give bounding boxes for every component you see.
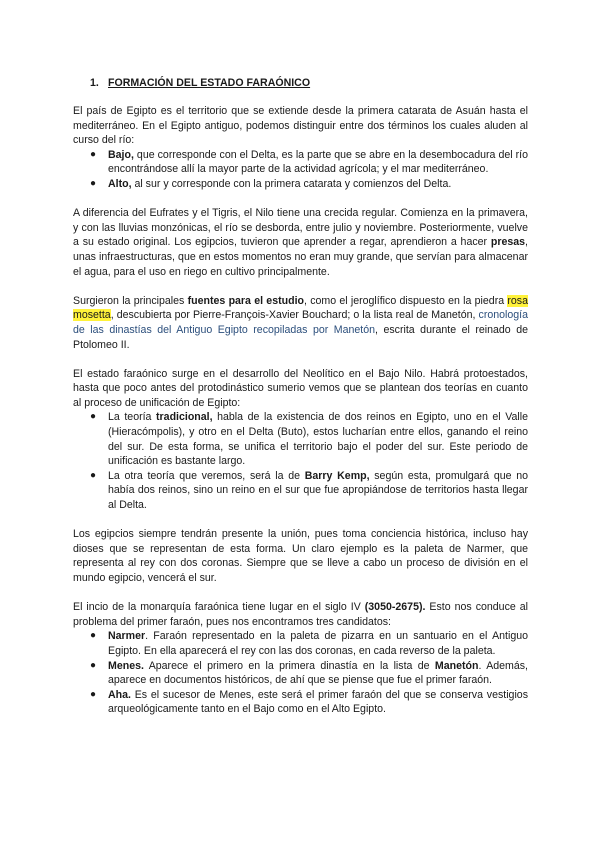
text-run: , unas infraestructuras, que en estos momentos no eran muy grande, que servían para almacenar el agua, para el uso en riego en cultivo principalmente. [73,236,528,278]
text-run: El incio de la monarquía faraónica tiene lugar en el siglo IV [73,601,365,614]
paragraph-nilo [73,206,528,279]
date-range: (3050-2675). [364,601,426,614]
list-candidates [73,629,528,717]
document-body [73,76,528,717]
paragraph-union: Los egipcios siempre tendrán presente la unión, pues toma conciencia histórica, incluso hay dioses que se representan de esta forma. Un claro ejemplo es la paleta de Narmer, que representa al rey con dos coronas. Siempre que se lleve a cabo un proceso de división en el mundo egipcio, vencerá el sur. [73,528,528,584]
text-run: Esto nos conduce al problema del primer faraón, pues nos encontramos tres candidatos: [73,601,528,628]
section-heading [90,76,528,90]
term-fuentes: fuentes para el estudio [187,294,304,307]
list-item-kemp [90,469,528,513]
text-run: Es el sucesor de Menes, este será el primer faraón del que se conserva vestigios arqueológicamente tanto en el Bajo como en el Alto Egipto. [108,688,528,716]
text-run: . Faraón representado en la paleta de pizarra en un santuario en el Antiguo Egipto. En ella aparecerá el rey con las dos coronas, en cada reverso de la paleta. [108,630,528,657]
bullet-icon: ● [90,688,97,700]
paragraph-fuentes [73,294,528,352]
term-kemp: Barry Kemp, [304,469,370,482]
term-bajo: Bajo, [108,148,134,161]
bullet-icon: ● [90,411,97,423]
list-theories [73,410,528,512]
text-run: habla de la existencia de dos reinos en Egipto, uno en el Valle (Hieracómpolis), y otro en el Delta (Buto), estos lucharían entre ellos, ganando el reino del sur. De esta forma, se unifica el territorio bajo el poder del sur. Este periodo de unificación es bastante largo. [108,411,529,468]
paragraph-intro: El país de Egipto es el territorio que se extiende desde la primera catarata de Asuán hasta el mediterráneo. En el Egipto antiguo, podemos distinguir entre dos términos los cuales aluden al curso del río: [73,105,528,147]
bullet-icon: ● [90,659,97,671]
paragraph-neolitico: El estado faraónico surge en el desarrollo del Neolítico en el Bajo Nilo. Habrá protoestados, hasta que poco antes del protodinástico sumerio vemos que se plantean dos teorías en cuanto al proceso de unificación de Egipto: [73,367,528,409]
bullet-icon: ● [90,469,97,481]
term-menes: Menes. [108,659,144,672]
bullet-icon: ● [90,177,97,189]
text-run: Aparece el primero en la primera dinastía en la lista de [143,659,435,672]
paragraph-monarquia [73,600,528,629]
text-run: . Además, aparece en documentos históricos, de ahí que se piense que fue el primer faraón. [108,659,529,687]
text-run: , como el jeroglífico dispuesto en la piedra [303,294,508,307]
list-item-alto [90,177,528,192]
quoted-definition: cronología de las dinastías del Antiguo Egipto recopiladas por Manetón [73,309,528,336]
text-run: A diferencia del Eufrates y el Tigris, el Nilo tiene una crecida regular. Comienza en la primavera, y con las lluvias monzónicas, el río se desborda, entre julio y noviembre. Posteriormente, vuelve a su estado original. Los egipcios, tuvieron que aprender a regar, aprendieron a hacer [73,207,528,249]
heading-title: FORMACIÓN DEL ESTADO FARAÓNICO [108,77,311,89]
bullet-icon: ● [90,630,97,642]
list-item-bajo [90,148,528,177]
term-bajo-desc: que corresponde con el Delta, es la parte que se abre en la desembocadura del río encontrándose allí la mayor parte de la actividad agrícola; y el mar mediterráneo. [108,148,528,176]
list-river-terms [73,148,528,192]
text-run: , descubierta por Pierre-François-Xavier Bouchard; o la lista real de Manetón, [110,309,479,322]
text-run: , escrita durante el reinado de Ptolomeo II. [73,323,528,351]
text-run: La otra teoría que veremos, será la de [108,469,305,482]
list-item-narmer [90,629,528,658]
list-item-tradicional [90,410,529,468]
term-alto: Alto, [108,177,132,190]
text-run: Surgieron la principales [73,294,188,307]
bullet-icon: ● [90,148,97,160]
term-aha: Aha. [108,688,131,701]
text-run: según esta, promulgará que no había dos reinos, sino un reino en el sur que fue apropiándose de territorios hasta llegar al Delta. [108,469,528,512]
text-run: La teoría [108,411,157,424]
term-tradicional: tradicional, [156,411,213,424]
term-narmer: Narmer [108,630,146,643]
term-presas: presas [490,236,526,249]
heading-number: 1. [90,77,99,89]
list-item-aha [90,688,528,717]
list-item-menes [90,659,529,688]
term-alto-desc: al sur y corresponde con la primera catarata y comienzos del Delta. [131,177,452,190]
term-maneton: Manetón [434,659,479,672]
highlighted-text: rosa mosetta [73,294,528,322]
